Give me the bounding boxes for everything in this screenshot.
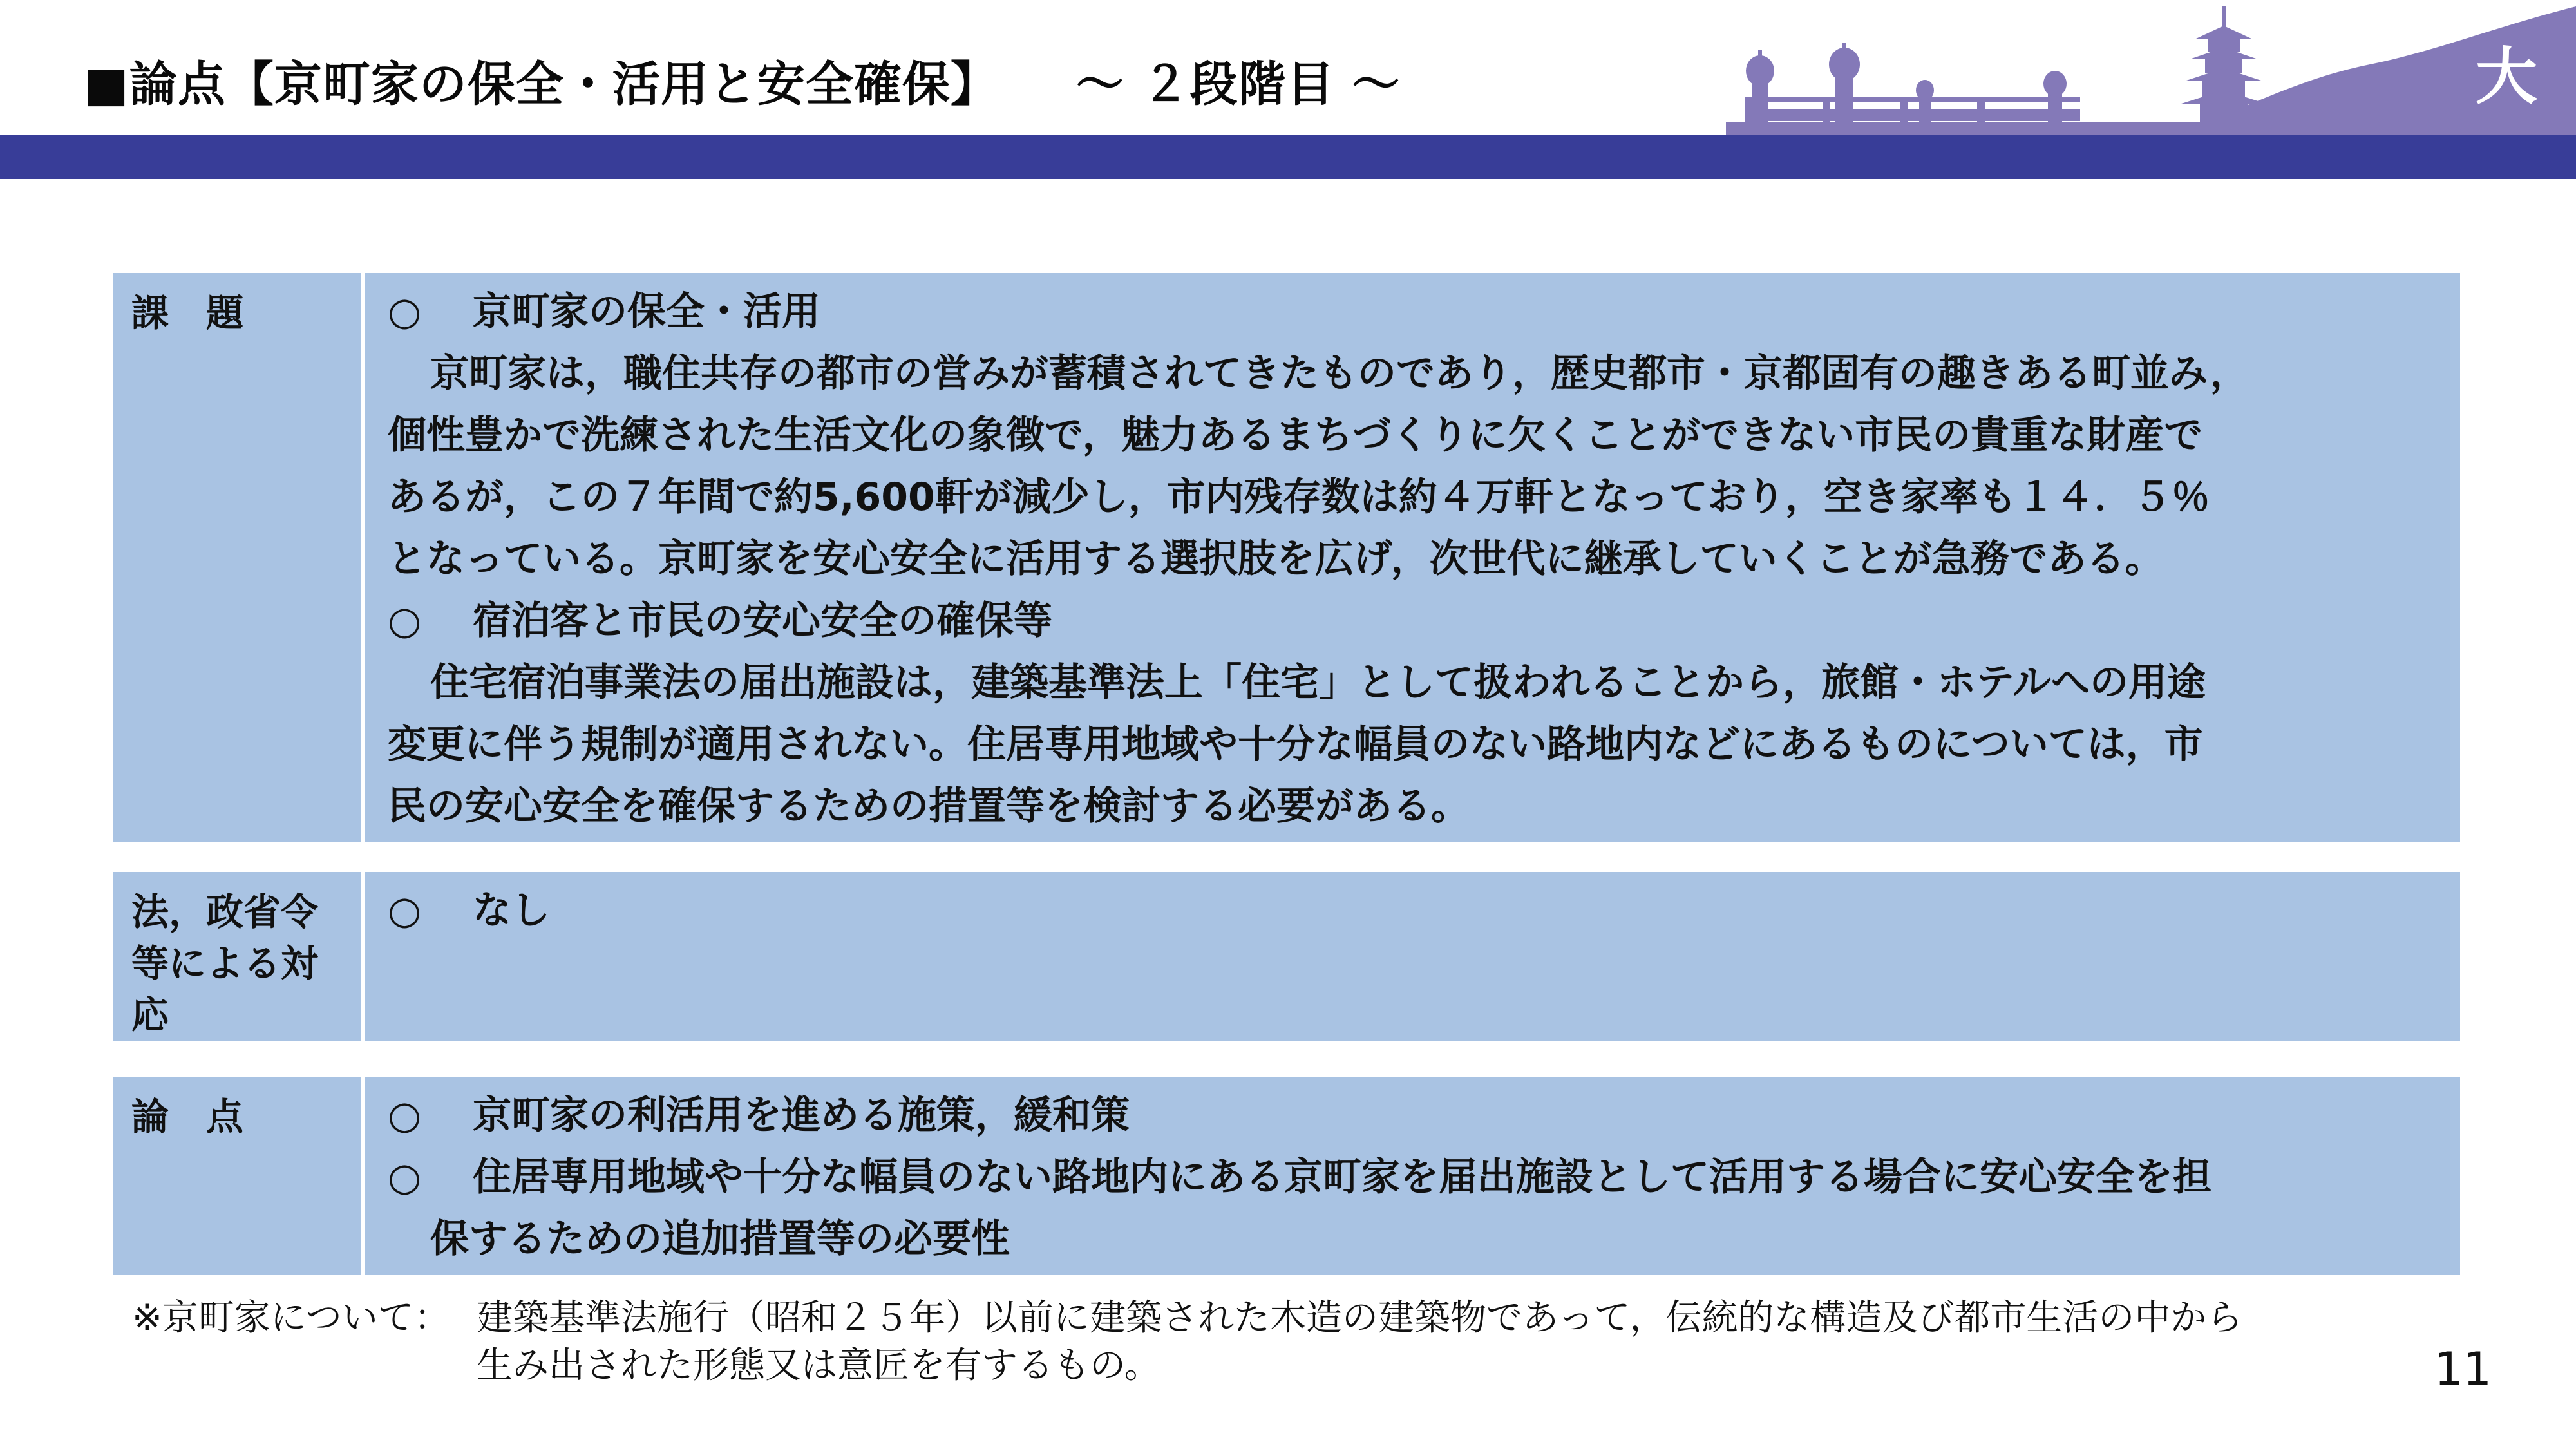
legal-response-label: 法，政省令 等による対 応 [113,872,365,1041]
issues-label: 課 題 [113,273,365,842]
circle-bullet: ○ [388,1093,422,1138]
issue-heading-preservation: ○ 京町家の保全・活用 [388,281,2409,343]
issue-text-line: 個性豊かで洗練された生活文化の象徴で，魅力あるまちづくりに欠くことができない市民の貴重な財産で [388,413,2203,458]
issues-content [388,273,2409,837]
discussion-points-label: 論 点 [113,1077,365,1275]
slide-title [84,46,1400,115]
footnote-line-1: 建築基準法施行（昭和２５年）以前に建築された木造の建築物であって，伝統的な構造及び都市生活の中から [477,1297,2243,1339]
header-band [0,135,2576,179]
footnote [132,1294,2242,1390]
discussion-points-content [388,1077,2409,1270]
issues-row [113,273,2460,842]
slide-header [0,0,2576,135]
issue-text-line: 京町家は，職住共存の都市の営みが蓄積されてきたものであり，歴史都市・京都固有の趣きある町並み， [430,351,2249,396]
footnote-prefix: ※京町家について： [132,1297,450,1339]
legal-response-item: ○ なし [388,880,2409,942]
title-stage: ～ ２段階目 ～ [1075,57,1401,112]
kyoto-skyline-illustration [1726,0,2576,135]
circle-bullet: ○ [388,289,422,334]
issue-heading-safety: ○ 宿泊客と市民の安心安全の確保等 [388,590,2409,652]
logo-character: 大 [2476,41,2537,113]
issue-text-line: 変更に伴う規制が適用されない。住居専用地域や十分な幅員のない路地内などにあるものについては，市 [388,722,2203,767]
issue-text-line: 住宅宿泊事業法の届出施設は，建築基準法上「住宅」として扱われることから，旅館・ホテルへの用途 [430,660,2206,705]
footnote-line-2: 生み出された形態又は意匠を有するもの。 [477,1345,1160,1387]
issue-text-line: 民の安心安全を確保するための措置等を検討する必要がある。 [388,784,1470,829]
discussion-point-continuation: 保するための追加措置等の必要性 [430,1217,1010,1262]
circle-bullet: ○ [388,598,422,643]
legal-response-row [113,872,2460,1041]
discussion-point-item: ○ 住居専用地域や十分な幅員のない路地内にある京町家を届出施設として活用する場合に安心安全を担 [388,1146,2409,1208]
discussion-point-item: ○ 京町家の利活用を進める施策，緩和策 [388,1084,2409,1146]
title-main: ■論点【京町家の保全・活用と安全確保】 [84,57,999,112]
issue-text-line: あるが，この７年間で約5,600軒が減少し，市内残存数は約４万軒となっており，空き家率も１４．５％ [388,475,2210,520]
circle-bullet: ○ [388,1155,422,1200]
discussion-points-row [113,1077,2460,1275]
legal-response-content [388,872,2409,942]
page-number: 11 [2434,1343,2492,1396]
circle-bullet: ○ [388,888,422,933]
issue-text-line: となっている。京町家を安心安全に活用する選択肢を広げ，次世代に継承していくことが急務である。 [388,536,2164,582]
